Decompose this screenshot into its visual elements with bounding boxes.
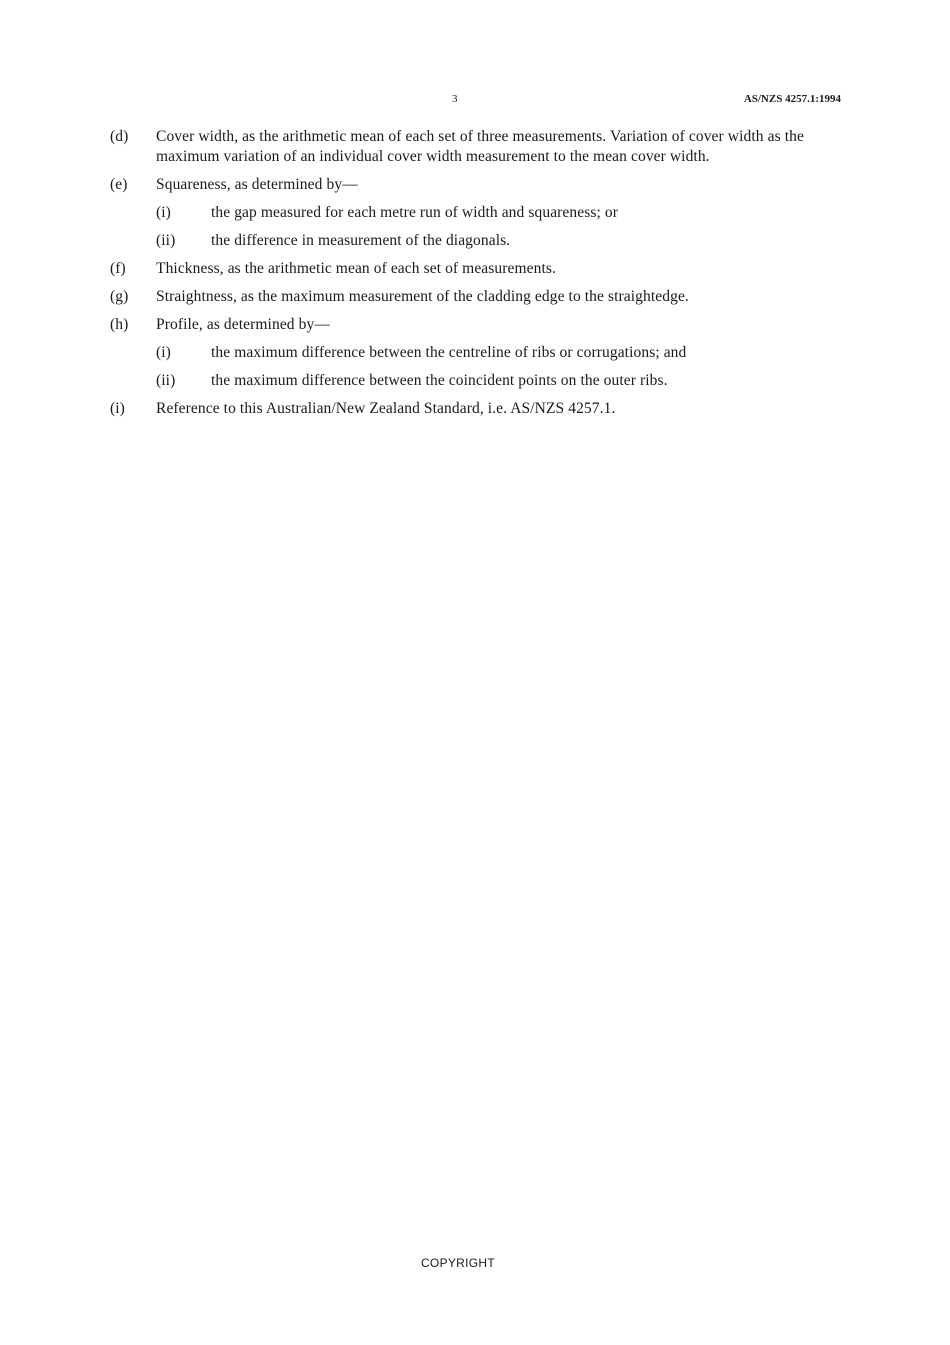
list-item-label: (h)	[110, 316, 129, 333]
list-item-g	[110, 287, 804, 307]
list-item-i	[110, 399, 804, 419]
list-item-e	[110, 175, 804, 195]
sub-item-text: the gap measured for each metre run of width and squareness; or	[211, 204, 618, 221]
standard-code: AS/NZS 4257.1:1994	[743, 93, 841, 105]
sub-item-h-i	[156, 343, 804, 363]
list-item-label: (i)	[110, 400, 125, 417]
sub-item-label: (ii)	[156, 372, 176, 389]
copyright-footer: COPYRIGHT	[420, 1256, 496, 1270]
page-number: 3	[452, 93, 458, 105]
list-item-label: (e)	[110, 176, 128, 193]
sub-item-e-i	[156, 203, 804, 223]
list-item-label: (g)	[110, 288, 129, 305]
document-body	[110, 127, 804, 427]
list-item-f	[110, 259, 804, 279]
sub-item-label: (ii)	[156, 232, 176, 249]
sub-item-text: the maximum difference between the coincident points on the outer ribs.	[211, 372, 668, 389]
sub-item-e-ii	[156, 231, 804, 251]
list-item-text: Squareness, as determined by—	[156, 176, 358, 193]
list-item-text: Cover width, as the arithmetic mean of each set of three measurements. Variation of cover width as the maximum variation of an individual cover width measurement to the mean cover width.	[156, 128, 804, 165]
list-item-text: Profile, as determined by—	[156, 316, 330, 333]
list-item-d	[110, 127, 804, 167]
sub-item-text: the difference in measurement of the diagonals.	[211, 232, 511, 249]
list-item-label: (d)	[110, 128, 129, 145]
sub-item-label: (i)	[156, 344, 171, 361]
list-item-text: Thickness, as the arithmetic mean of each set of measurements.	[156, 260, 557, 277]
sub-item-text: the maximum difference between the centreline of ribs or corrugations; and	[211, 344, 687, 361]
list-item-h	[110, 315, 804, 335]
list-item-label: (f)	[110, 260, 126, 277]
sub-item-label: (i)	[156, 204, 171, 221]
list-item-text: Straightness, as the maximum measurement of the cladding edge to the straightedge.	[156, 288, 689, 305]
list-item-text: Reference to this Australian/New Zealand Standard, i.e. AS/NZS 4257.1.	[156, 400, 616, 417]
sub-item-h-ii	[156, 371, 804, 391]
